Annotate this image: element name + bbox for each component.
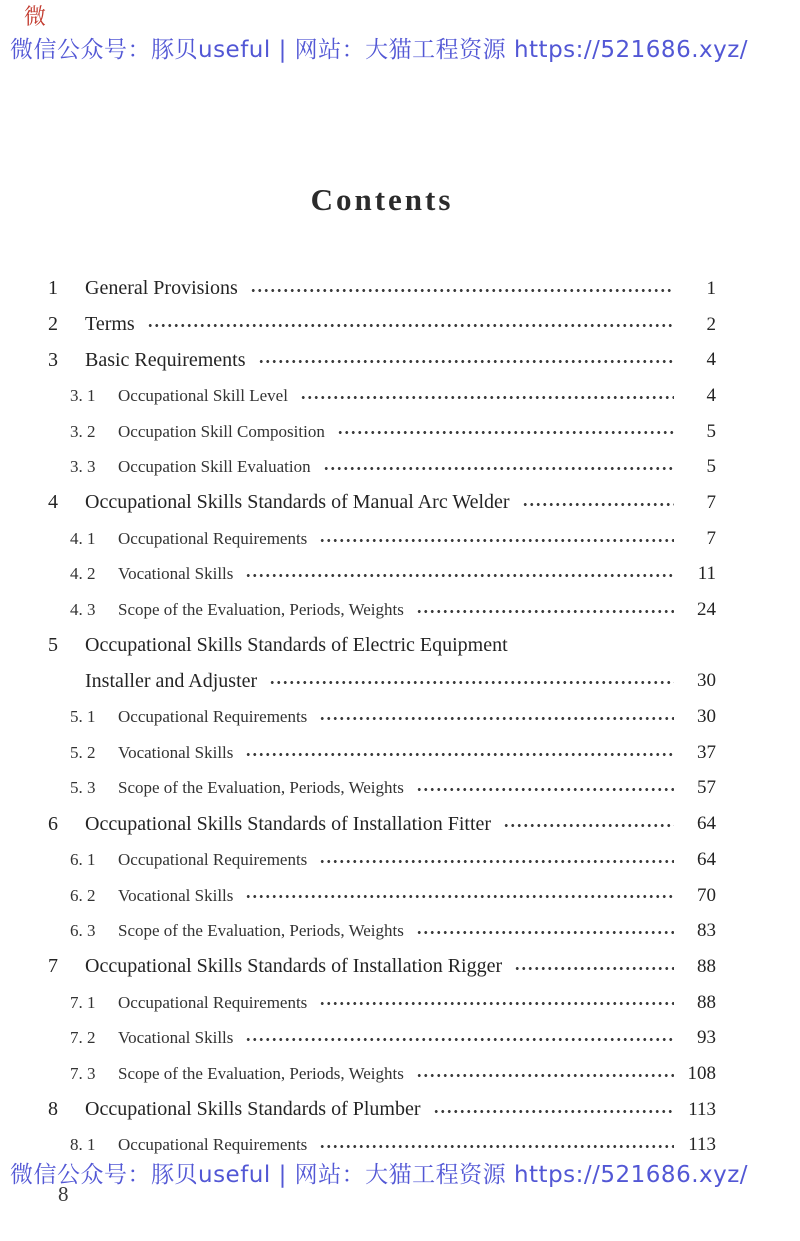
toc-list [48,271,716,1163]
toc-entry-label: Terms [85,313,135,336]
toc-entry-page-number: 88 [697,955,716,977]
toc-entry-page-number: 1 [706,277,716,299]
toc-entry [48,378,716,414]
toc-entry-number: 1 [48,277,58,300]
toc-entry-page-number: 30 [697,706,716,728]
toc-entry-number: 4. 2 [70,564,96,584]
toc-entry-page-number: 108 [687,1062,716,1084]
toc-entry-label: Occupational Skill Level [118,385,288,405]
toc-entry [48,842,716,878]
toc-entry [48,307,716,343]
toc-entry-number: 5. 3 [70,778,96,798]
toc-entry-number: 5. 2 [70,742,96,762]
toc-entry [48,735,716,771]
toc-entry-label: Occupational Requirements [118,1135,308,1155]
toc-entry-number: 7. 3 [70,1063,96,1083]
dot-leader [319,710,674,726]
watermark-bottom: 微信公众号：豚贝useful | 网站：大猫工程资源 https://521686.xyz/ [10,1162,749,1188]
toc-entry-page-number: 24 [697,599,716,621]
toc-entry-page-number: 4 [706,384,716,406]
toc-entry-page-number: 7 [706,527,716,549]
toc-entry-label: Occupational Requirements [118,849,308,869]
dot-leader [416,1067,674,1083]
toc-entry-page-number: 7 [706,491,716,513]
toc-entry-number: 4 [48,491,58,514]
toc-entry-label: Occupation Skill Composition [118,421,325,441]
toc-entry [48,414,716,450]
toc-entry-number: 6. 1 [70,849,96,869]
toc-entry-number: 7. 1 [70,992,96,1012]
toc-entry-number: 6. 3 [70,921,96,941]
toc-entry-label: Vocational Skills [118,1028,234,1048]
toc-entry [48,1092,716,1128]
toc-entry-label: Occupational Skills Standards of Installation Fitter [85,812,492,835]
toc-entry-label: Vocational Skills [118,885,234,905]
toc-entry-page-number: 64 [697,848,716,870]
toc-entry-label: Occupational Skills Standards of Installation Rigger [85,955,503,978]
toc-entry [48,913,716,949]
toc-entry-label: Occupational Skills Standards of Manual Arc Welder [85,491,510,514]
toc-entry-page-number: 70 [697,884,716,906]
toc-entry [48,949,716,985]
toc-entry-number: 3 [48,348,58,371]
dot-leader [269,674,674,690]
toc-entry-number: 4. 1 [70,528,96,548]
toc-entry-label: Occupational Skills Standards of Electric Equipment [85,634,508,657]
toc-entry-label: Occupational Requirements [118,528,308,548]
dot-leader [416,603,674,619]
dot-leader [416,924,674,940]
toc-entry-number: 8. 1 [70,1135,96,1155]
page-title: Contents [310,182,454,217]
toc-entry-number: 4. 3 [70,600,96,620]
toc-entry [48,449,716,485]
toc-entry [48,342,716,378]
dot-leader [245,1031,674,1047]
toc-entry-label: Scope of the Evaluation, Periods, Weights [118,600,404,620]
footer-page-number: 8 [58,1182,69,1206]
toc-entry-number: 2 [48,313,58,336]
dot-leader [514,960,674,976]
dot-leader [319,853,674,869]
dot-leader [433,1103,674,1119]
toc-entry-page-number: 83 [697,920,716,942]
toc-entry [48,699,716,735]
toc-entry-page-number: 113 [688,1134,716,1156]
toc-entry-label: Basic Requirements [85,348,246,371]
toc-entry [48,557,716,593]
dot-leader [319,532,674,548]
dot-leader [416,781,674,797]
toc-entry-page-number: 64 [697,813,716,835]
toc-entry-page-number: 88 [697,991,716,1013]
toc-entry-label: Occupational Requirements [118,707,308,727]
toc-entry-number: 7 [48,955,58,978]
dot-leader [300,389,674,405]
toc-entry-page-number: 4 [706,349,716,371]
toc-entry-page-number: 5 [706,420,716,442]
toc-entry-number: 6. 2 [70,885,96,905]
toc-entry-page-number: 113 [688,1098,716,1120]
toc-entry-label: General Provisions [85,277,238,300]
watermark-top: 微信公众号：豚贝useful | 网站：大猫工程资源 https://521686.xyz/ [10,37,749,63]
toc-entry-number: 8 [48,1098,58,1121]
dot-leader [245,567,674,583]
toc-entry [48,271,716,307]
toc-entry [48,664,716,700]
dot-leader [147,318,674,334]
toc-entry-number: 3. 3 [70,457,96,477]
toc-entry-number: 7. 2 [70,1028,96,1048]
toc-entry-number: 3. 2 [70,421,96,441]
toc-entry-number: 5 [48,634,58,657]
toc-entry-label: Scope of the Evaluation, Periods, Weights [118,921,404,941]
toc-entry [48,485,716,521]
toc-entry-label: Occupational Skills Standards of Plumber [85,1098,421,1121]
dot-leader [503,817,674,833]
toc-entry-page-number: 57 [697,777,716,799]
toc-entry-label: Scope of the Evaluation, Periods, Weights [118,778,404,798]
toc-entry [48,628,716,664]
dot-leader [258,353,674,369]
dot-leader [337,425,674,441]
toc-entry-label: Vocational Skills [118,564,234,584]
dot-leader [522,496,674,512]
toc-entry-page-number: 93 [697,1027,716,1049]
toc-entry-number: 3. 1 [70,385,96,405]
toc-entry-page-number: 30 [697,670,716,692]
toc-entry [48,878,716,914]
toc-entry [48,985,716,1021]
toc-entry [48,521,716,557]
toc-entry-page-number: 5 [706,456,716,478]
dot-leader [319,1138,674,1154]
toc-entry-number: 5. 1 [70,707,96,727]
toc-entry-label: Vocational Skills [118,742,234,762]
toc-entry-label: Occupation Skill Evaluation [118,457,311,477]
toc-entry-page-number: 2 [706,313,716,335]
toc-entry-label: Installer and Adjuster [85,669,258,692]
print-artifact: 微 [24,5,47,30]
dot-leader [250,282,674,298]
toc-entry-label: Occupational Requirements [118,992,308,1012]
toc-entry-label: Scope of the Evaluation, Periods, Weights [118,1063,404,1083]
dot-leader [245,889,674,905]
dot-leader [319,996,674,1012]
toc-entry [48,1020,716,1056]
toc-entry [48,592,716,628]
dot-leader [245,746,674,762]
toc-entry-number: 6 [48,812,58,835]
toc-entry [48,806,716,842]
toc-entry [48,771,716,807]
toc-entry [48,1056,716,1092]
toc-entry-page-number: 37 [697,741,716,763]
dot-leader [323,460,674,476]
toc-entry-page-number: 11 [697,563,716,585]
